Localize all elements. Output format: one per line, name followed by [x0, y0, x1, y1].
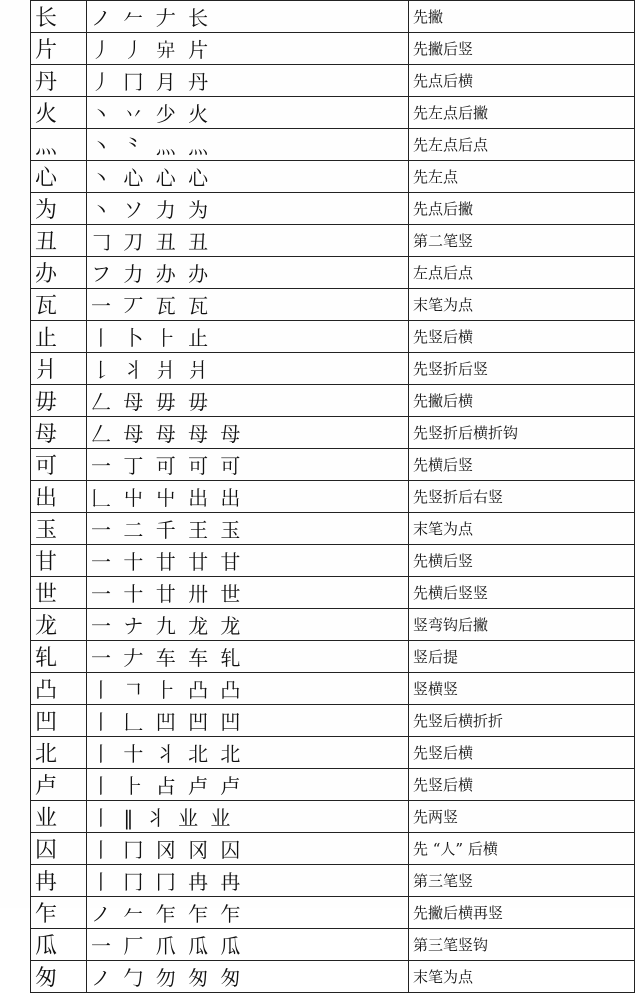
stroke-sequence-cell: 丶 丷 少 火 [87, 97, 409, 129]
stroke-sequence-cell: 丨 𠃊 凹 凹 凹 [87, 705, 409, 737]
table-row [31, 513, 635, 545]
stroke-order-table [30, 0, 635, 993]
rule-cell: 先点后横 [409, 65, 635, 97]
stroke-sequence-cell: 丨 ⺊ 占 卢 卢 [87, 769, 409, 801]
rule-cell: 先撇 [409, 1, 635, 33]
char-cell: 止 [31, 321, 87, 353]
table-row [31, 321, 635, 353]
stroke-sequence-cell: 丿 冂 月 丹 [87, 65, 409, 97]
char-cell: 龙 [31, 609, 87, 641]
stroke-sequence-cell: 丶 心 心 心 [87, 161, 409, 193]
char-cell: 轧 [31, 641, 87, 673]
table-row [31, 577, 635, 609]
stroke-sequence-cell: 丨 冂 冂 冉 冉 [87, 865, 409, 897]
rule-cell: 先左点后点 [409, 129, 635, 161]
rule-cell: 左点后点 [409, 257, 635, 289]
table-row [31, 225, 635, 257]
stroke-sequence-cell: 一 二 千 王 玉 [87, 513, 409, 545]
rule-cell: 先 “人” 后横 [409, 833, 635, 865]
rule-cell: 先两竖 [409, 801, 635, 833]
stroke-sequence-cell: 一 厂 爪 瓜 瓜 [87, 929, 409, 961]
rule-cell: 先左点 [409, 161, 635, 193]
rule-cell: 先撇后横 [409, 385, 635, 417]
rule-cell: 先横后竖竖 [409, 577, 635, 609]
char-cell: 卢 [31, 769, 87, 801]
char-cell: 甘 [31, 545, 87, 577]
stroke-sequence-cell: 𠃊 屮 屮 出 出 [87, 481, 409, 513]
rule-cell: 先竖后横 [409, 737, 635, 769]
rule-cell: 竖后提 [409, 641, 635, 673]
char-cell: 出 [31, 481, 87, 513]
table-row [31, 673, 635, 705]
char-cell: 凹 [31, 705, 87, 737]
char-cell: 瓜 [31, 929, 87, 961]
stroke-sequence-cell: 𠃋 母 毋 毋 [87, 385, 409, 417]
rule-cell: 先竖折后竖 [409, 353, 635, 385]
stroke-sequence-cell: 丿 丿 𠂂 片 [87, 33, 409, 65]
char-cell: 囚 [31, 833, 87, 865]
stroke-sequence-cell: 丶 ソ 力 为 [87, 193, 409, 225]
table-row [31, 1, 635, 33]
stroke-sequence-cell: 丶 ⺀ 灬 灬 [87, 129, 409, 161]
table-row [31, 417, 635, 449]
table-row [31, 737, 635, 769]
page-margin [0, 0, 30, 908]
table-row [31, 65, 635, 97]
char-cell: 母 [31, 417, 87, 449]
table-row [31, 833, 635, 865]
rule-cell: 竖弯钩后撇 [409, 609, 635, 641]
stroke-sequence-cell: 一 十 廿 卅 世 [87, 577, 409, 609]
rule-cell: 先撇后横再竖 [409, 897, 635, 929]
table-row [31, 193, 635, 225]
table-row [31, 353, 635, 385]
stroke-sequence-cell: ノ 𠂉 乍 乍 乍 [87, 897, 409, 929]
char-cell: 业 [31, 801, 87, 833]
stroke-sequence-cell: 𠄌 丬 爿 爿 [87, 353, 409, 385]
table-row [31, 705, 635, 737]
char-cell: 火 [31, 97, 87, 129]
rule-cell: 第三笔竖钩 [409, 929, 635, 961]
stroke-sequence-cell: 丨 卜 ⺊ 止 [87, 321, 409, 353]
char-cell: 世 [31, 577, 87, 609]
table-row [31, 897, 635, 929]
rule-cell: 先竖折后横折钩 [409, 417, 635, 449]
rule-cell: 竖横竖 [409, 673, 635, 705]
table-row [31, 609, 635, 641]
char-cell: 乍 [31, 897, 87, 929]
char-cell: 玉 [31, 513, 87, 545]
stroke-sequence-cell: 一 𠂇 车 车 轧 [87, 641, 409, 673]
char-cell: 凸 [31, 673, 87, 705]
table-row [31, 961, 635, 993]
rule-cell: 先左点后撇 [409, 97, 635, 129]
table-row [31, 97, 635, 129]
char-cell: 灬 [31, 129, 87, 161]
char-cell: 为 [31, 193, 87, 225]
char-cell: 匆 [31, 961, 87, 993]
rule-cell: 先竖折后右竖 [409, 481, 635, 513]
char-cell: 爿 [31, 353, 87, 385]
rule-cell: 先竖后横折折 [409, 705, 635, 737]
char-cell: 北 [31, 737, 87, 769]
rule-cell: 先横后竖 [409, 449, 635, 481]
table-row [31, 801, 635, 833]
stroke-sequence-cell: 一 ナ 九 龙 龙 [87, 609, 409, 641]
table-row [31, 865, 635, 897]
rule-cell: 先撇后竖 [409, 33, 635, 65]
char-cell: 可 [31, 449, 87, 481]
char-cell: 片 [31, 33, 87, 65]
table-row [31, 449, 635, 481]
char-cell: 长 [31, 1, 87, 33]
rule-cell: 末笔为点 [409, 961, 635, 993]
table-row [31, 161, 635, 193]
stroke-sequence-cell: 𠃋 母 母 母 母 [87, 417, 409, 449]
stroke-sequence-cell: ノ 𠂉 𠂇 长 [87, 1, 409, 33]
rule-cell: 第二笔竖 [409, 225, 635, 257]
char-cell: 丑 [31, 225, 87, 257]
table-row [31, 129, 635, 161]
table-row [31, 929, 635, 961]
stroke-sequence-cell: ノ 勹 勿 匆 匆 [87, 961, 409, 993]
rule-cell: 末笔为点 [409, 289, 635, 321]
table-row [31, 257, 635, 289]
table-row [31, 641, 635, 673]
rule-cell: 先点后撇 [409, 193, 635, 225]
stroke-sequence-cell: 丨 𠃍 ⺊ 凸 凸 [87, 673, 409, 705]
stroke-sequence-cell: 𠃌 刀 丑 丑 [87, 225, 409, 257]
table-row [31, 769, 635, 801]
stroke-sequence-cell: 一 十 廿 廿 甘 [87, 545, 409, 577]
rule-cell: 末笔为点 [409, 513, 635, 545]
stroke-sequence-cell: 一 丆 瓦 瓦 [87, 289, 409, 321]
char-cell: 瓦 [31, 289, 87, 321]
table-body [31, 1, 635, 993]
rule-cell: 先横后竖 [409, 545, 635, 577]
table-row [31, 289, 635, 321]
rule-cell: 先竖后横 [409, 321, 635, 353]
rule-cell: 先竖后横 [409, 769, 635, 801]
char-cell: 丹 [31, 65, 87, 97]
table-row [31, 33, 635, 65]
stroke-sequence-cell: 丨 冂 冈 冈 囚 [87, 833, 409, 865]
rule-cell: 第三笔竖 [409, 865, 635, 897]
char-cell: 办 [31, 257, 87, 289]
table-row [31, 385, 635, 417]
table-row [31, 545, 635, 577]
char-cell: 毋 [31, 385, 87, 417]
stroke-sequence-cell: 丨 ‖ 丬 业 业 [87, 801, 409, 833]
char-cell: 冉 [31, 865, 87, 897]
table-row [31, 481, 635, 513]
stroke-sequence-cell: 丨 十 丬 北 北 [87, 737, 409, 769]
stroke-sequence-cell: フ 力 办 办 [87, 257, 409, 289]
char-cell: 心 [31, 161, 87, 193]
stroke-sequence-cell: 一 丁 可 可 可 [87, 449, 409, 481]
